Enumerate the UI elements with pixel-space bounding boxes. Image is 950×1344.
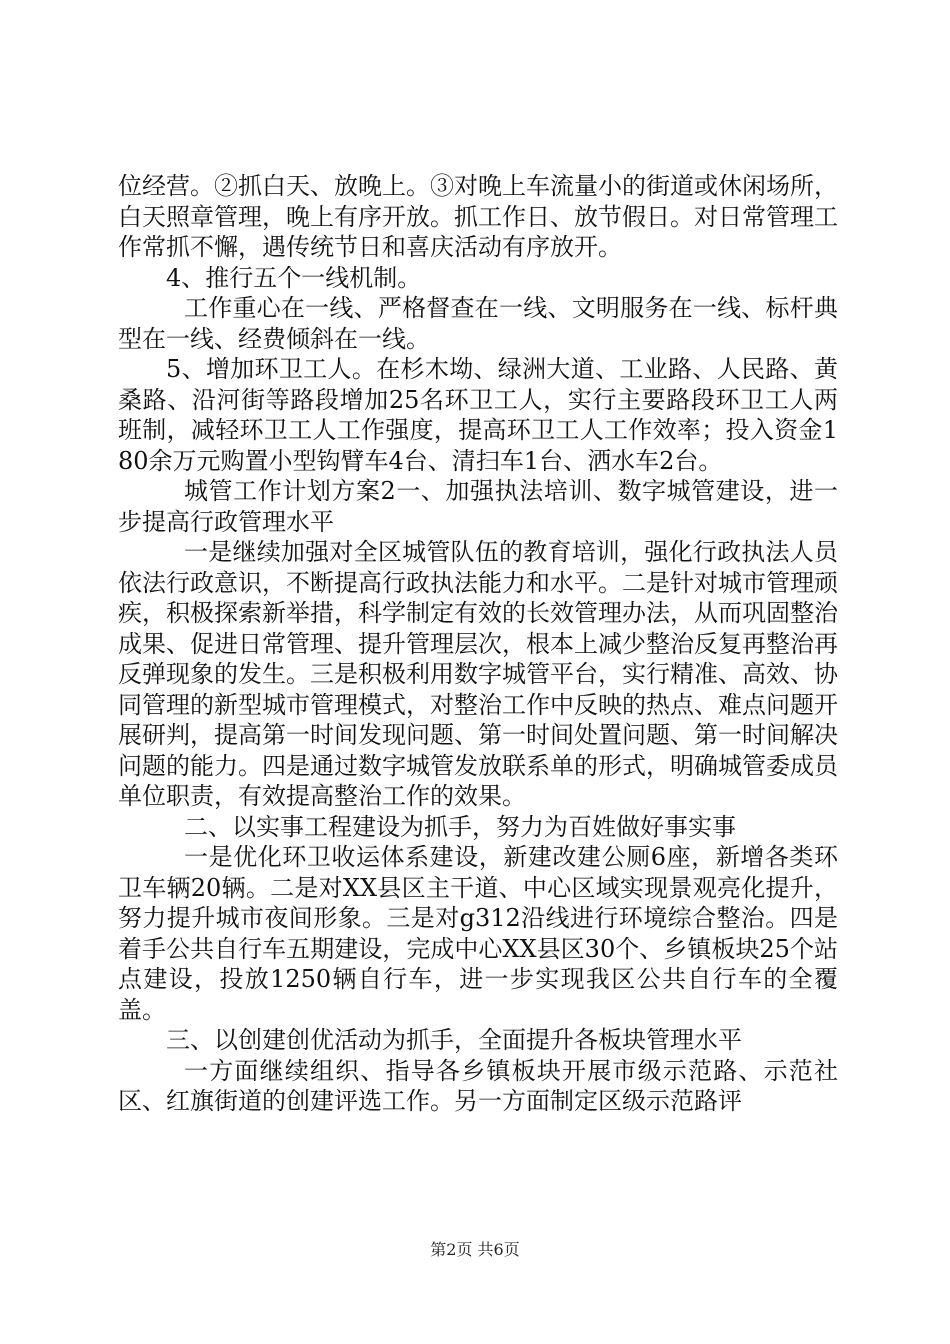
paragraph-8: 一是优化环卫收运体系建设，新建改建公厕6座，新增各类环卫车辆20辆。二是对XX县区主干道、中心区域实现景观亮化提升，努力提升城市夜间形象。三是对g312沿线进行环境综合整治。四是着手公共自行车五期建设，完成中心XX县区30个、乡镇板块25个站点建设，投放1250辆自行车，进一步实现我区公共自行车的全覆盖。 <box>118 843 838 1024</box>
paragraph-2-heading: 4、推行五个一线机制。 <box>166 263 422 292</box>
paragraph-1: 位经营。②抓白天、放晚上。③对晚上车流量小的街道或休闲场所，白天照章管理，晚上有序开放。抓工作日、放节假日。对日常管理工作常抓不懈，遇传统节日和喜庆活动有序放开。 <box>118 172 838 261</box>
paragraph-9-heading: 三、以创建创优活动为抓手，全面提升各板块管理水平 <box>166 1026 742 1054</box>
paragraph-3: 工作重心在一线、严格督查在一线、文明服务在一线、标杆典型在一线、经费倾斜在一线。 <box>118 294 838 353</box>
paragraph-4: 5、增加环卫工人。在杉木坳、绿洲大道、工业路、人民路、黄桑路、沿河街等路段增加25名环卫工人，实行主要路段环卫工人两班制，减轻环卫工人工作强度，提高环卫工人工作效率；投入资金180余万元购置小型钩臂车4台、清扫车1台、洒水车2台。 <box>118 355 838 475</box>
document-body <box>118 171 838 1117</box>
page-footer: 第2页 共6页 <box>430 1240 520 1259</box>
paragraph-10: 一方面继续组织、指导各乡镇板块开展市级示范路、示范社区、红旗街道的创建评选工作。另一方面制定区级示范路评 <box>118 1056 838 1115</box>
paragraph-6: 一是继续加强对全区城管队伍的教育培训，强化行政执法人员依法行政意识，不断提高行政执法能力和水平。二是针对城市管理顽疾，积极探索新举措，科学制定有效的长效管理办法，从而巩固整治成果、促进日常管理、提升管理层次，根本上减少整治反复再整治再反弹现象的发生。三是积极利用数字城管平台，实行精准、高效、协同管理的新型城市管理模式，对整治工作中反映的热点、难点问题开展研判，提高第一时间发现问题、第一时间处置问题、第一时间解决问题的能力。四是通过数字城管发放联系单的形式，明确城管委成员单位职责，有效提高整治工作的效果。 <box>118 538 838 810</box>
paragraph-5-heading: 城管工作计划方案2一、加强执法培训、数字城管建设，进一步提高行政管理水平 <box>118 477 838 536</box>
paragraph-7-heading: 二、以实事工程建设为抓手，努力为百姓做好事实事 <box>184 812 736 841</box>
